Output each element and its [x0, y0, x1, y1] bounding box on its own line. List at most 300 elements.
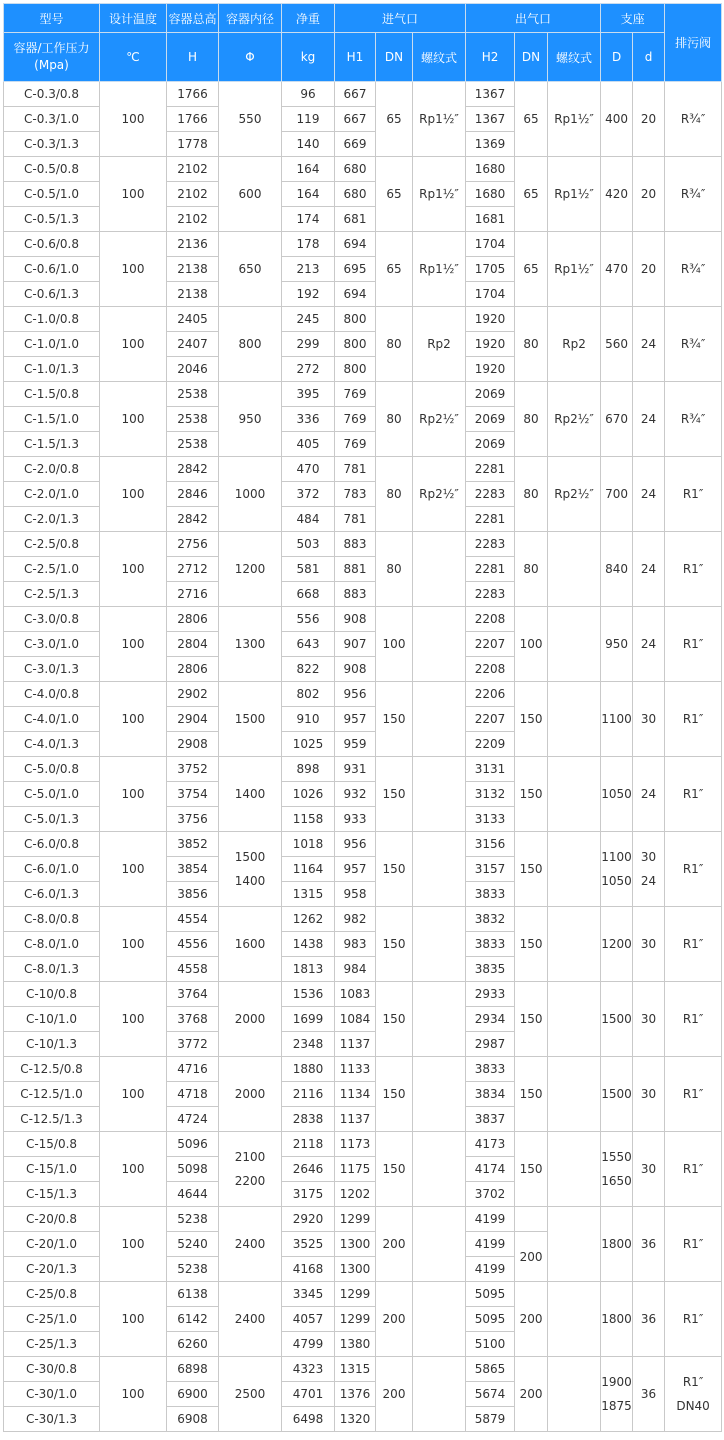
cell-outlet-dn: 80 — [515, 382, 548, 457]
cell-model: C-2.5/1.3 — [4, 582, 100, 607]
cell-height: 2846 — [167, 482, 219, 507]
cell-h2: 1369 — [466, 132, 515, 157]
cell-model: C-12.5/1.3 — [4, 1107, 100, 1132]
cell-outlet-thread — [548, 1357, 601, 1432]
cell-diam: 1300 — [219, 607, 282, 682]
cell-h1: 1299 — [335, 1307, 376, 1332]
table-row — [4, 532, 722, 557]
cell-outlet-dn: 150 — [515, 1132, 548, 1207]
cell-inlet-thread: Rp1½″ — [413, 157, 466, 232]
cell-h1: 1376 — [335, 1382, 376, 1407]
cell-weight: 556 — [282, 607, 335, 632]
cell-weight: 1025 — [282, 732, 335, 757]
cell-weight: 2838 — [282, 1107, 335, 1132]
cell-h2: 2283 — [466, 482, 515, 507]
cell-support-D: 840 — [601, 532, 633, 607]
cell-support-d: 30 — [633, 1057, 665, 1132]
cell-drain: R¾″ — [665, 307, 722, 382]
cell-model: C-15/0.8 — [4, 1132, 100, 1157]
table-body — [4, 82, 722, 1432]
cell-drain: R1″ — [665, 682, 722, 757]
cell-diam: 2400 — [219, 1207, 282, 1282]
cell-model: C-0.5/1.0 — [4, 182, 100, 207]
cell-diam: 1000 — [219, 457, 282, 532]
cell-h1: 667 — [335, 82, 376, 107]
cell-drain: R¾″ — [665, 232, 722, 307]
cell-height: 2102 — [167, 207, 219, 232]
cell-weight: 2118 — [282, 1132, 335, 1157]
cell-weight: 6498 — [282, 1407, 335, 1432]
cell-model: C-3.0/1.3 — [4, 657, 100, 682]
col-inlet: 进气口 — [335, 4, 466, 33]
cell-outlet-thread — [548, 1057, 601, 1132]
cell-outlet-thread — [548, 757, 601, 832]
cell-weight: 395 — [282, 382, 335, 407]
cell-h2: 2934 — [466, 1007, 515, 1032]
col-weight-unit: kg — [282, 33, 335, 82]
cell-height: 6900 — [167, 1382, 219, 1407]
cell-height: 2136 — [167, 232, 219, 257]
cell-weight: 1315 — [282, 882, 335, 907]
table-row — [4, 382, 722, 407]
cell-inlet-dn: 150 — [376, 1132, 413, 1207]
cell-h2: 4199 — [466, 1232, 515, 1257]
cell-height: 3764 — [167, 982, 219, 1007]
cell-model: C-0.3/1.3 — [4, 132, 100, 157]
cell-inlet-dn: 80 — [376, 382, 413, 457]
cell-weight: 1438 — [282, 932, 335, 957]
cell-inlet-thread: Rp2½″ — [413, 457, 466, 532]
cell-outlet-thread — [548, 682, 601, 757]
cell-diam: 1200 — [219, 532, 282, 607]
cell-weight: 178 — [282, 232, 335, 257]
cell-h1: 908 — [335, 607, 376, 632]
cell-drain: R1″ — [665, 457, 722, 532]
cell-h1: 956 — [335, 832, 376, 857]
cell-h1: 769 — [335, 382, 376, 407]
cell-h1: 1137 — [335, 1032, 376, 1057]
cell-model: C-2.5/1.0 — [4, 557, 100, 582]
table-row — [4, 832, 722, 857]
table-row — [4, 982, 722, 1007]
cell-inlet-thread — [413, 757, 466, 832]
cell-weight: 643 — [282, 632, 335, 657]
cell-outlet-dn: 100 — [515, 607, 548, 682]
cell-weight: 96 — [282, 82, 335, 107]
cell-weight: 164 — [282, 182, 335, 207]
cell-model: C-2.0/0.8 — [4, 457, 100, 482]
cell-height: 4558 — [167, 957, 219, 982]
cell-model: C-30/1.3 — [4, 1407, 100, 1432]
cell-height: 2756 — [167, 532, 219, 557]
cell-drain: R1″ — [665, 1282, 722, 1357]
cell-support-D: 1200 — [601, 907, 633, 982]
cell-diam: 2000 — [219, 982, 282, 1057]
cell-h2: 3834 — [466, 1082, 515, 1107]
col-inlet-thread: 螺纹式 — [413, 33, 466, 82]
cell-model: C-6.0/1.3 — [4, 882, 100, 907]
cell-temp: 100 — [100, 907, 167, 982]
cell-diam — [219, 1132, 282, 1207]
cell-support-d-value: 30 — [640, 850, 657, 864]
cell-height: 2842 — [167, 457, 219, 482]
cell-inlet-thread — [413, 832, 466, 907]
cell-h1: 1320 — [335, 1407, 376, 1432]
cell-height: 2842 — [167, 507, 219, 532]
cell-model: C-1.5/1.3 — [4, 432, 100, 457]
cell-temp: 100 — [100, 382, 167, 457]
cell-support-d: 36 — [633, 1357, 665, 1432]
cell-h2: 2069 — [466, 407, 515, 432]
cell-outlet-thread — [548, 532, 601, 607]
cell-weight: 4057 — [282, 1307, 335, 1332]
cell-drain: R1″ — [665, 1057, 722, 1132]
cell-height: 5238 — [167, 1207, 219, 1232]
cell-model: C-25/0.8 — [4, 1282, 100, 1307]
cell-height: 2716 — [167, 582, 219, 607]
cell-model: C-0.3/1.0 — [4, 107, 100, 132]
cell-height: 2138 — [167, 282, 219, 307]
cell-inlet-dn: 65 — [376, 82, 413, 157]
col-support-d: d — [633, 33, 665, 82]
cell-height: 4716 — [167, 1057, 219, 1082]
cell-support-D: 470 — [601, 232, 633, 307]
cell-outlet-dn: 150 — [515, 757, 548, 832]
cell-h1: 769 — [335, 432, 376, 457]
cell-h2: 3832 — [466, 907, 515, 932]
cell-support-D: 1800 — [601, 1282, 633, 1357]
cell-height: 2804 — [167, 632, 219, 657]
cell-support-D: 950 — [601, 607, 633, 682]
cell-h2: 2281 — [466, 457, 515, 482]
cell-height: 2102 — [167, 182, 219, 207]
table-row — [4, 1357, 722, 1382]
cell-inlet-thread — [413, 1207, 466, 1282]
table-row — [4, 1207, 722, 1232]
cell-h1: 1083 — [335, 982, 376, 1007]
cell-weight: 2116 — [282, 1082, 335, 1107]
cell-support-d: 20 — [633, 232, 665, 307]
cell-h2: 2208 — [466, 657, 515, 682]
cell-inlet-thread — [413, 1057, 466, 1132]
cell-model: C-20/1.3 — [4, 1257, 100, 1282]
cell-h1: 982 — [335, 907, 376, 932]
cell-inlet-dn: 65 — [376, 157, 413, 232]
cell-outlet-dn: 200 — [515, 1282, 548, 1357]
cell-inlet-thread: Rp2½″ — [413, 382, 466, 457]
cell-h2: 3833 — [466, 882, 515, 907]
cell-h2: 5879 — [466, 1407, 515, 1432]
cell-inlet-thread — [413, 532, 466, 607]
cell-drain: R1″ — [665, 832, 722, 907]
cell-height: 4554 — [167, 907, 219, 932]
cell-support-d: 30 — [633, 682, 665, 757]
cell-support-d-value: 24 — [640, 874, 657, 888]
cell-diam: 2000 — [219, 1057, 282, 1132]
cell-support-D-value: 1550 — [601, 1150, 632, 1164]
cell-weight: 405 — [282, 432, 335, 457]
cell-inlet-dn: 150 — [376, 982, 413, 1057]
cell-weight: 910 — [282, 707, 335, 732]
cell-weight: 503 — [282, 532, 335, 557]
cell-model: C-0.5/0.8 — [4, 157, 100, 182]
cell-model: C-1.0/0.8 — [4, 307, 100, 332]
cell-h1: 769 — [335, 407, 376, 432]
cell-outlet-dn: 150 — [515, 907, 548, 982]
cell-h2: 2069 — [466, 382, 515, 407]
cell-model: C-10/1.0 — [4, 1007, 100, 1032]
cell-outlet-dn: 80 — [515, 307, 548, 382]
cell-weight: 3345 — [282, 1282, 335, 1307]
cell-support-d — [633, 832, 665, 907]
cell-drain: R1″ — [665, 982, 722, 1057]
cell-h1: 959 — [335, 732, 376, 757]
cell-h2: 2283 — [466, 532, 515, 557]
cell-model: C-1.5/0.8 — [4, 382, 100, 407]
cell-inlet-thread: Rp1½″ — [413, 82, 466, 157]
cell-inlet-thread — [413, 607, 466, 682]
cell-model: C-0.3/0.8 — [4, 82, 100, 107]
cell-diam: 600 — [219, 157, 282, 232]
cell-h1: 931 — [335, 757, 376, 782]
cell-h2: 3156 — [466, 832, 515, 857]
cell-h1: 783 — [335, 482, 376, 507]
cell-height: 1766 — [167, 107, 219, 132]
cell-h1: 800 — [335, 332, 376, 357]
cell-h2: 1367 — [466, 107, 515, 132]
cell-inlet-dn: 200 — [376, 1282, 413, 1357]
cell-h2: 2281 — [466, 557, 515, 582]
cell-h1: 695 — [335, 257, 376, 282]
cell-diam: 800 — [219, 307, 282, 382]
cell-height: 2138 — [167, 257, 219, 282]
cell-h2: 2069 — [466, 432, 515, 457]
cell-h1: 1300 — [335, 1232, 376, 1257]
table-row — [4, 457, 722, 482]
cell-outlet-dn: 80 — [515, 532, 548, 607]
cell-h2: 2987 — [466, 1032, 515, 1057]
cell-weight: 1813 — [282, 957, 335, 982]
cell-weight: 4323 — [282, 1357, 335, 1382]
cell-outlet-thread: Rp2½″ — [548, 457, 601, 532]
cell-inlet-thread — [413, 1282, 466, 1357]
cell-outlet-dn: 150 — [515, 982, 548, 1057]
col-temp-unit: ℃ — [100, 33, 167, 82]
cell-temp: 100 — [100, 82, 167, 157]
cell-h1: 669 — [335, 132, 376, 157]
cell-diam: 950 — [219, 382, 282, 457]
cell-height: 3854 — [167, 857, 219, 882]
cell-model: C-1.0/1.3 — [4, 357, 100, 382]
cell-inlet-dn: 150 — [376, 832, 413, 907]
cell-temp: 100 — [100, 307, 167, 382]
cell-model: C-4.0/1.3 — [4, 732, 100, 757]
cell-diam: 1600 — [219, 907, 282, 982]
cell-diam-value: 2200 — [234, 1174, 266, 1188]
col-height: 容器总高 — [167, 4, 219, 33]
cell-height: 1778 — [167, 132, 219, 157]
cell-outlet-thread — [548, 982, 601, 1057]
cell-h1: 1137 — [335, 1107, 376, 1132]
cell-h2: 4199 — [466, 1257, 515, 1282]
cell-h2: 3833 — [466, 1057, 515, 1082]
cell-support-D-value: 1900 — [601, 1375, 632, 1389]
cell-height: 1766 — [167, 82, 219, 107]
cell-h2: 1367 — [466, 82, 515, 107]
cell-weight: 245 — [282, 307, 335, 332]
cell-support-D: 700 — [601, 457, 633, 532]
cell-h1: 957 — [335, 857, 376, 882]
cell-height: 6138 — [167, 1282, 219, 1307]
cell-weight: 299 — [282, 332, 335, 357]
cell-weight: 822 — [282, 657, 335, 682]
cell-temp: 100 — [100, 1207, 167, 1282]
cell-height: 3768 — [167, 1007, 219, 1032]
cell-drain: R1″ — [665, 757, 722, 832]
col-outlet-thread: 螺纹式 — [548, 33, 601, 82]
cell-h1: 1299 — [335, 1207, 376, 1232]
cell-support-D-value: 1100 — [601, 850, 632, 864]
cell-diam: 650 — [219, 232, 282, 307]
cell-weight: 192 — [282, 282, 335, 307]
cell-inlet-dn: 80 — [376, 307, 413, 382]
cell-support-d: 30 — [633, 1132, 665, 1207]
cell-h1: 781 — [335, 507, 376, 532]
model-sub-label: 容器/工作压力(Mpa) — [13, 41, 90, 72]
table-row — [4, 682, 722, 707]
cell-drain: R¾″ — [665, 382, 722, 457]
cell-drain — [665, 1357, 722, 1432]
cell-height: 2405 — [167, 307, 219, 332]
cell-weight: 4799 — [282, 1332, 335, 1357]
cell-outlet-dn: 200 — [515, 1232, 548, 1282]
cell-model: C-15/1.0 — [4, 1157, 100, 1182]
cell-h1: 1133 — [335, 1057, 376, 1082]
cell-h2: 1704 — [466, 232, 515, 257]
cell-h2: 5095 — [466, 1282, 515, 1307]
cell-weight: 372 — [282, 482, 335, 507]
cell-weight: 2646 — [282, 1157, 335, 1182]
cell-support-d: 24 — [633, 382, 665, 457]
cell-inlet-dn: 150 — [376, 1057, 413, 1132]
cell-h2: 2281 — [466, 507, 515, 532]
cell-height: 3772 — [167, 1032, 219, 1057]
cell-height: 4556 — [167, 932, 219, 957]
cell-outlet-thread — [548, 1132, 601, 1207]
cell-height: 2806 — [167, 607, 219, 632]
cell-model: C-5.0/1.0 — [4, 782, 100, 807]
cell-temp: 100 — [100, 1357, 167, 1432]
cell-model: C-12.5/0.8 — [4, 1057, 100, 1082]
cell-model: C-25/1.3 — [4, 1332, 100, 1357]
cell-inlet-thread — [413, 1357, 466, 1432]
cell-height: 4724 — [167, 1107, 219, 1132]
cell-h2: 3837 — [466, 1107, 515, 1132]
col-h1: H1 — [335, 33, 376, 82]
cell-support-d: 20 — [633, 157, 665, 232]
cell-h1: 1084 — [335, 1007, 376, 1032]
col-height-unit: H — [167, 33, 219, 82]
cell-model: C-0.5/1.3 — [4, 207, 100, 232]
cell-h2: 3131 — [466, 757, 515, 782]
cell-diam-value: 1400 — [234, 874, 266, 888]
cell-support-D — [601, 832, 633, 907]
table-row — [4, 232, 722, 257]
cell-outlet-dn: 65 — [515, 157, 548, 232]
table-row — [4, 607, 722, 632]
cell-weight: 470 — [282, 457, 335, 482]
cell-support-D: 1050 — [601, 757, 633, 832]
cell-weight: 1536 — [282, 982, 335, 1007]
col-temp: 设计温度 — [100, 4, 167, 33]
cell-inlet-dn: 65 — [376, 232, 413, 307]
cell-weight: 3175 — [282, 1182, 335, 1207]
col-model-sub — [4, 33, 100, 82]
cell-outlet-thread — [548, 832, 601, 907]
cell-h2: 2207 — [466, 707, 515, 732]
cell-inlet-dn: 80 — [376, 457, 413, 532]
cell-h2: 4174 — [466, 1157, 515, 1182]
cell-height: 6142 — [167, 1307, 219, 1332]
cell-model: C-25/1.0 — [4, 1307, 100, 1332]
cell-outlet-thread: Rp2½″ — [548, 382, 601, 457]
cell-height: 2538 — [167, 432, 219, 457]
cell-h1: 680 — [335, 182, 376, 207]
col-inlet-dn: DN — [376, 33, 413, 82]
cell-h2: 3133 — [466, 807, 515, 832]
cell-h2: 1680 — [466, 157, 515, 182]
cell-drain-value: R1″ — [682, 1375, 704, 1389]
cell-height: 2806 — [167, 657, 219, 682]
cell-height: 2102 — [167, 157, 219, 182]
cell-h2: 2283 — [466, 582, 515, 607]
cell-temp: 100 — [100, 457, 167, 532]
cell-model: C-20/0.8 — [4, 1207, 100, 1232]
cell-outlet-thread: Rp1½″ — [548, 82, 601, 157]
cell-outlet-thread: Rp1½″ — [548, 157, 601, 232]
cell-height: 5098 — [167, 1157, 219, 1182]
cell-outlet-dn: 150 — [515, 682, 548, 757]
cell-support-d: 24 — [633, 532, 665, 607]
cell-outlet-dn: 200 — [515, 1357, 548, 1432]
cell-h2: 1680 — [466, 182, 515, 207]
cell-outlet-thread: Rp1½″ — [548, 232, 601, 307]
cell-diam: 2500 — [219, 1357, 282, 1432]
cell-model: C-1.0/1.0 — [4, 332, 100, 357]
cell-model: C-30/1.0 — [4, 1382, 100, 1407]
table-row — [4, 157, 722, 182]
cell-h2: 1705 — [466, 257, 515, 282]
cell-h2: 1920 — [466, 357, 515, 382]
cell-height: 6908 — [167, 1407, 219, 1432]
cell-weight: 119 — [282, 107, 335, 132]
cell-inlet-thread: Rp1½″ — [413, 232, 466, 307]
cell-height: 2046 — [167, 357, 219, 382]
cell-h1: 800 — [335, 357, 376, 382]
col-weight: 净重 — [282, 4, 335, 33]
cell-height: 2712 — [167, 557, 219, 582]
cell-support-d: 20 — [633, 82, 665, 157]
cell-weight: 213 — [282, 257, 335, 282]
cell-support-d: 24 — [633, 757, 665, 832]
cell-support-d: 36 — [633, 1207, 665, 1282]
cell-height: 2407 — [167, 332, 219, 357]
col-support-D: D — [601, 33, 633, 82]
cell-drain-value: DN40 — [676, 1399, 710, 1413]
cell-height: 4718 — [167, 1082, 219, 1107]
cell-h2: 2933 — [466, 982, 515, 1007]
cell-inlet-dn: 100 — [376, 607, 413, 682]
